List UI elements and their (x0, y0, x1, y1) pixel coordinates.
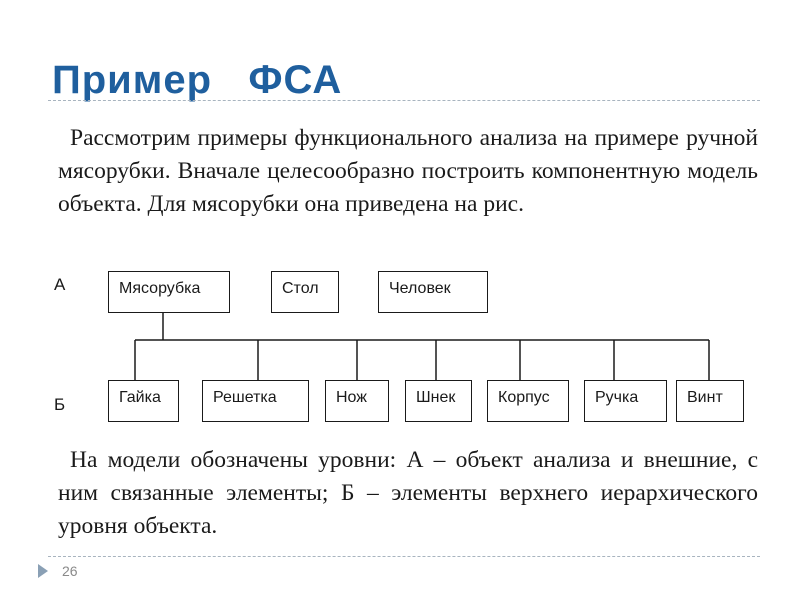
node-vint: Винт (676, 380, 744, 422)
node-stol: Стол (271, 271, 339, 313)
node-shnek: Шнек (405, 380, 472, 422)
summary-paragraph: На модели обозначены уровни: А – объект анализа и внешние, с ним связанные элементы; Б – элементы верхнего иерархического уровня объекта. (58, 447, 758, 539)
node-nozh: Нож (325, 380, 389, 422)
page-number: 26 (62, 563, 78, 579)
node-ruchka: Ручка (584, 380, 667, 422)
slide-title: Пример ФСА (52, 58, 343, 102)
intro-paragraph: Рассмотрим примеры функционального анализа на примере ручной мясорубки. Вначале целесообразно построить компонентную модель объекта. Для мясорубки она приведена на рис. (58, 125, 758, 217)
node-myasorubka: Мясорубка (108, 271, 230, 313)
node-chelovek: Человек (378, 271, 488, 313)
node-reshetka: Решетка (202, 380, 309, 422)
page-marker-icon (38, 564, 48, 578)
footer-divider (48, 556, 760, 557)
level-a-label: А (54, 275, 66, 294)
node-gayka: Гайка (108, 380, 179, 422)
title-divider (48, 100, 760, 101)
node-korpus: Корпус (487, 380, 569, 422)
level-b-label: Б (54, 395, 66, 414)
